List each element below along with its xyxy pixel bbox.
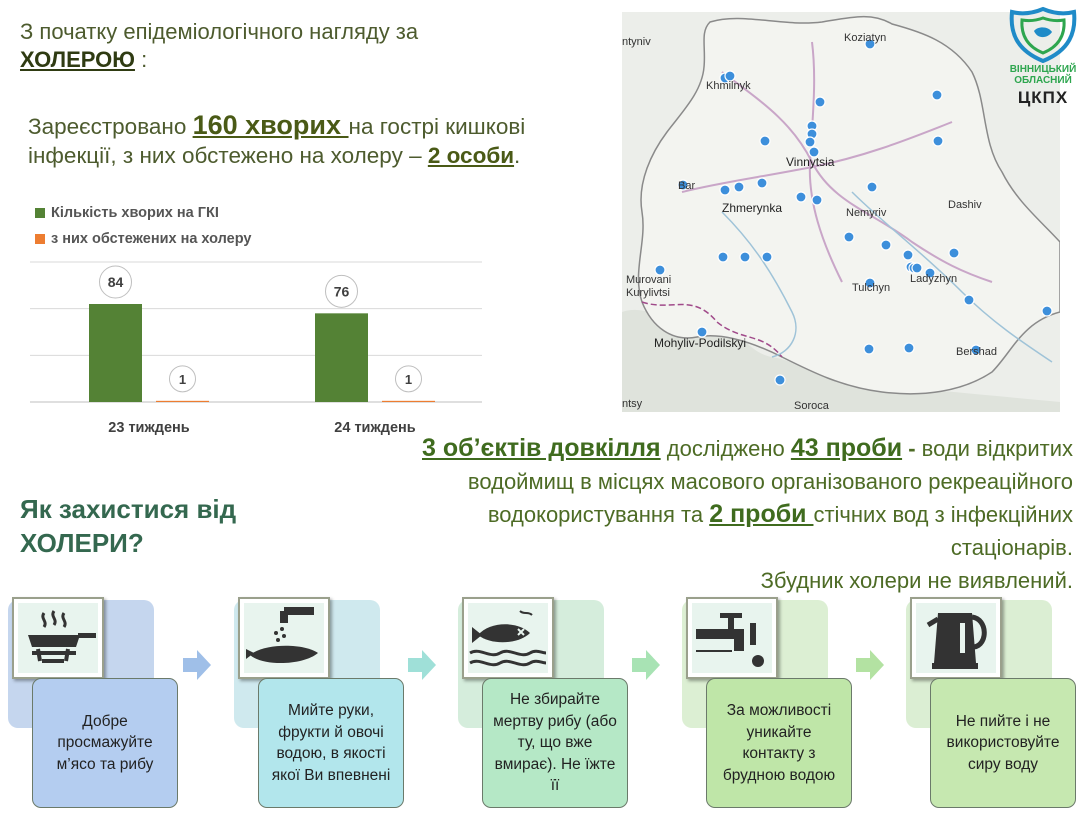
env-samples-count: 43 проби [790, 434, 903, 462]
logo-line1: ВІННИЦЬКИЙ [1009, 64, 1077, 75]
intro-disease: ХОЛЕРОЮ [20, 47, 135, 72]
map-label-mohyliv-podilskyi: Mohyliv-Podilskyi [654, 336, 747, 350]
step-4-arrow-icon [856, 650, 884, 680]
step-3-icon-box [462, 597, 554, 679]
map-label-bershad: Bershad [956, 346, 997, 358]
intro-heading [20, 18, 560, 74]
registered-middle: на гострі кишкові інфекції, з них обстежено на холеру – [28, 114, 526, 168]
env-text-2: води відкритих водоймищ в місцях масового організованого рекреаційного водокористування та [467, 436, 1073, 527]
step-4-icon-box [686, 597, 778, 679]
step-5-text-box [930, 678, 1076, 808]
map-label-khmilnyk: Khmilnyk [706, 80, 751, 92]
x-tick-label-1: 24 тиждень [334, 420, 416, 436]
map-label-tulchyn: Tulchyn [852, 282, 891, 294]
organization-logo [1000, 6, 1086, 106]
protection-heading-line1: Як захистися від [20, 494, 237, 524]
step-3-text-box [482, 678, 628, 808]
data-label-series0-cat0: 84 [107, 274, 124, 290]
step-4-text-box [706, 678, 852, 808]
env-text-1: досліджено [660, 436, 791, 461]
env-sewage-count: 2 проби [709, 500, 814, 528]
map-label-ntsy: ntsy [622, 398, 643, 410]
step-1-icon-box [12, 597, 104, 679]
logo-text-top [1000, 64, 1086, 86]
step-1-text: Добре просмажуйте м’ясо та рибу [56, 712, 154, 773]
step-2-text: Мийте руки, фрукти й овочі водою, в якості якої Ви впевнені [271, 702, 391, 784]
map-label-murovani-kurylivtsi: Murovani Kurylivtsi [626, 274, 672, 299]
env-dash: - [902, 436, 922, 461]
x-tick-label-0: 23 тиждень [108, 420, 190, 436]
step-1-arrow-icon [183, 650, 211, 680]
legend-swatch-cases [35, 208, 45, 218]
bar-series0-cat1 [315, 313, 368, 402]
intro-text: З початку епідеміологічного нагляду за [20, 19, 419, 44]
env-result: Збудник холери не виявлений. [760, 568, 1073, 593]
map-label-koziatyn: Koziatyn [844, 32, 887, 44]
registered-prefix: Зареєстровано [28, 114, 193, 139]
step-1-text-box [32, 678, 178, 808]
protection-heading-line2: ХОЛЕРИ? [20, 528, 144, 558]
bar-series1-cat1 [382, 401, 435, 402]
bar-chart [0, 240, 500, 450]
map-label-bar: Bar [678, 180, 696, 192]
logo-text-main: ЦКПХ [1017, 88, 1069, 107]
water-tap-icon [692, 603, 772, 673]
map-label-nemyriv: Nemyriv [846, 207, 887, 219]
bar-series0-cat0 [89, 304, 142, 402]
registered-suffix: . [514, 143, 521, 168]
map-label-soroca: Soroca [794, 400, 829, 412]
data-label-series1-cat1: 1 [404, 371, 413, 387]
map-label-ladyzhyn: Ladyzhyn [910, 273, 958, 285]
registered-count: 160 хворих [192, 110, 349, 140]
region-map [622, 12, 1060, 412]
map-label-zhmerynka: Zhmerynka [722, 201, 783, 215]
map-label-vinnytsia: Vinnytsia [786, 155, 835, 169]
step-4-text: За можливості уникайте контакту з брудною водою [722, 702, 836, 784]
registered-summary [28, 111, 618, 170]
step-2-text-box [258, 678, 404, 808]
wash-vegetables-icon [244, 603, 324, 673]
environment-summary [360, 432, 1073, 597]
map-label-ntyniv: ntyniv [622, 36, 651, 48]
registered-examined: 2 особи [427, 143, 515, 168]
kettle-icon [916, 603, 996, 673]
data-label-series1-cat0: 1 [178, 371, 187, 387]
step-3-text: Не збирайте мертву рибу (або ту, що вже вмирає). Не їжте її [493, 691, 617, 795]
shield-logo-icon [1000, 6, 1086, 64]
bar-series1-cat0 [156, 401, 209, 402]
step-2-icon-box [238, 597, 330, 679]
data-label-series0-cat1: 76 [333, 283, 350, 300]
legend-label-examined: з них обстежених на холеру [51, 231, 252, 247]
legend-item-cases [35, 200, 251, 226]
map-label-dashiv: Dashiv [948, 199, 982, 211]
env-objects-count: 3 об’єктів довкілля [422, 434, 661, 462]
step-2-arrow-icon [408, 650, 436, 680]
dead-fish-icon [468, 603, 548, 673]
logo-line1b: ОБЛАСНИЙ [1014, 75, 1072, 86]
env-text-3: стічних вод з інфекційних стаціонарів. [813, 502, 1073, 560]
frying-pan-icon [18, 603, 98, 673]
step-5-text: Не пийте і не використовуйте сиру воду [946, 712, 1060, 773]
legend-label-cases: Кількість хворих на ГКІ [51, 205, 219, 221]
intro-suffix: : [134, 47, 148, 72]
step-3-arrow-icon [632, 650, 660, 680]
protection-heading [20, 492, 350, 560]
step-5-icon-box [910, 597, 1002, 679]
